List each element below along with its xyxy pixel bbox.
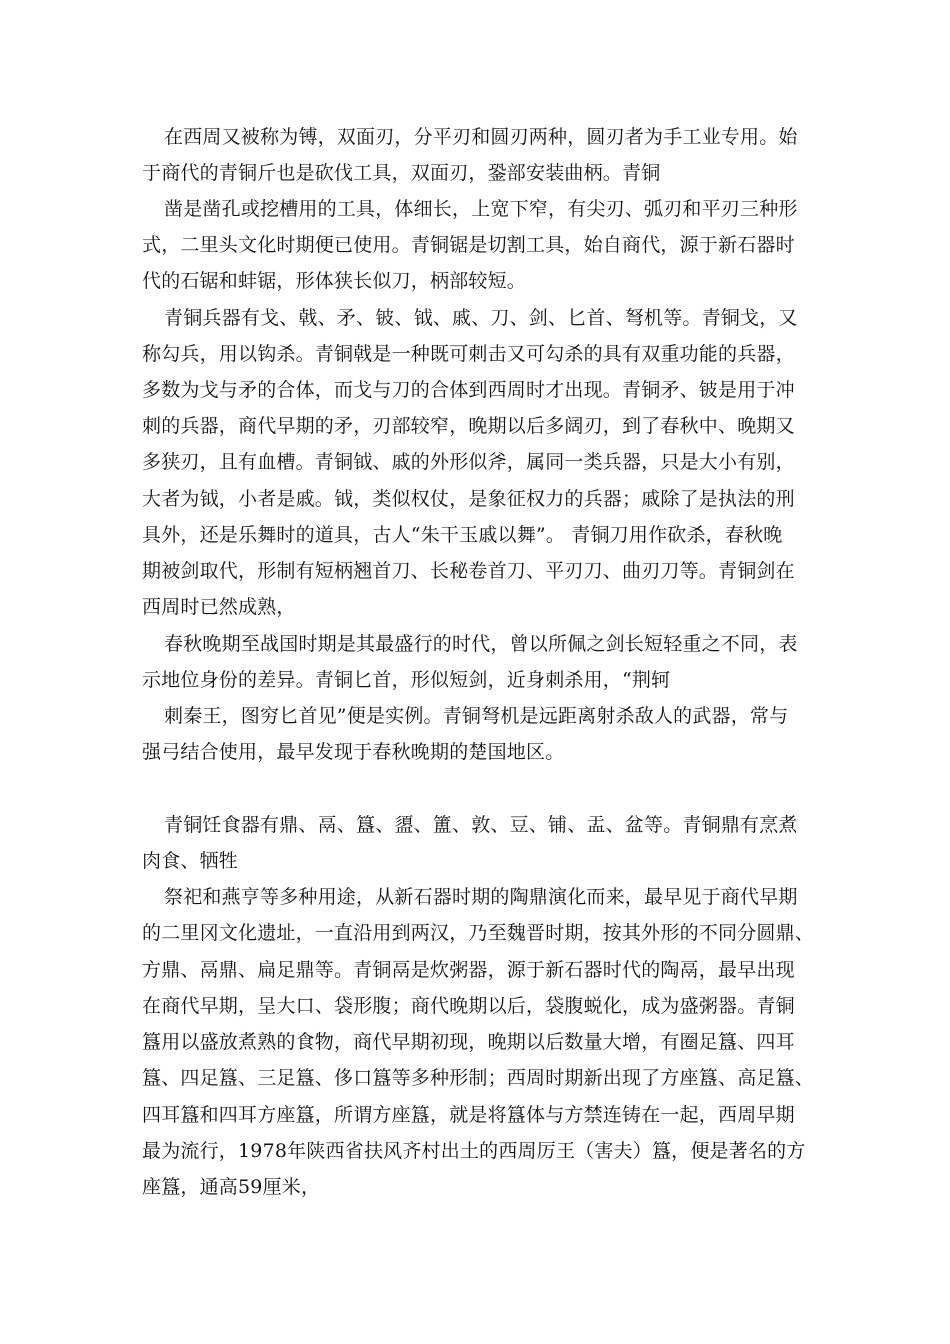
text-line-25: 簋用以盛放煮熟的食物，商代早期初现，晚期以后数量大增，有圈足簋、四耳 — [142, 1031, 795, 1053]
text-line-29: 座簋，通高59厘米， — [142, 1176, 321, 1198]
text-line-1: 在西周又被称为镈，双面刃，分平刃和圆刃两种，圆刃者为手工业专用。始 — [164, 126, 798, 148]
text-line-19: 青铜饪食器有鼎、鬲、簋、盨、簠、敦、豆、铺、盂、盆等。青铜鼎有烹煮 — [164, 814, 798, 836]
text-line-3: 凿是凿孔或挖槽用的工具，体细长，上宽下窄，有尖刃、弧刃和平刃三种形 — [164, 198, 798, 220]
text-line-11: 大者为钺，小者是戚。钺，类似权仗，是象征权力的兵器；戚除了是执法的刑 — [142, 488, 795, 510]
text-line-5: 代的石锯和蚌锯，形体狭长似刀，柄部较短。 — [142, 270, 527, 292]
text-line-16: 示地位身份的差异。青铜匕首，形似短剑，近身刺杀用，“荆轲 — [142, 669, 671, 691]
text-line-14: 西周时已然成熟， — [142, 596, 296, 618]
text-line-27: 四耳簋和四耳方座簋，所谓方座簋，就是将簋体与方禁连铸在一起，西周早期 — [142, 1104, 795, 1126]
text-line-13: 期被剑取代，形制有短柄翘首刀、长秘卷首刀、平刃刀、曲刃刀等。青铜剑在 — [142, 560, 795, 582]
text-line-22: 的二里冈文化遗址，一直沿用到两汉，乃至魏晋时期，按其外形的不同分圆鼎、 — [142, 922, 815, 944]
text-line-7: 称勾兵，用以钩杀。青铜戟是一种既可刺击又可勾杀的具有双重功能的兵器， — [142, 343, 795, 365]
text-line-24: 在商代早期，呈大口、袋形腹；商代晚期以后，袋腹蜕化，成为盛粥器。青铜 — [142, 995, 795, 1017]
text-line-23: 方鼎、鬲鼎、扁足鼎等。青铜鬲是炊粥器，源于新石器时代的陶鬲，最早出现 — [142, 959, 795, 981]
text-line-20: 肉食、牺牲 — [142, 850, 239, 872]
text-line-9: 刺的兵器，商代早期的矛，刃部较窄，晚期以后多阔刃，到了春秋中、晚期又 — [142, 415, 795, 437]
text-line-18: 强弓结合使用，最早发现于春秋晚期的楚国地区。 — [142, 741, 565, 763]
text-line-21: 祭祀和燕亨等多种用途，从新石器时期的陶鼎演化而来，最早见于商代早期 — [164, 886, 798, 908]
text-line-2: 于商代的青铜斤也是砍伐工具，双面刃，銎部安装曲柄。青铜 — [142, 162, 661, 184]
text-line-26: 簋、四足簋、三足簋、侈口簋等多种形制；西周时期新出现了方座簋、高足簋、 — [142, 1067, 815, 1089]
text-line-4: 式，二里头文化时期便已使用。青铜锯是切割工具，始自商代，源于新石器时 — [142, 234, 795, 256]
text-line-15: 春秋晚期至战国时期是其最盛行的时代，曾以所佩之剑长短轻重之不同，表 — [164, 633, 798, 655]
text-line-8: 多数为戈与矛的合体，而戈与刀的合体到西周时才出现。青铜矛、铍是用于冲 — [142, 379, 795, 401]
text-line-10: 多狭刃，且有血槽。青铜钺、戚的外形似斧，属同一类兵器，只是大小有别， — [142, 451, 795, 473]
text-line-12: 具外，还是乐舞时的道具，古人“朱干玉戚以舞”。 青铜刀用作砍杀，春秋晚 — [142, 524, 783, 546]
text-line-17: 刺秦王，图穷匕首见”便是实例。青铜弩机是远距离射杀敌人的武器，常与 — [164, 705, 789, 727]
text-line-28: 最为流行，1978年陕西省扶风齐村出土的西周厉王（害夫）簋，便是著名的方 — [142, 1140, 806, 1162]
text-line-6: 青铜兵器有戈、戟、矛、铍、钺、戚、刀、剑、匕首、弩机等。青铜戈，又 — [164, 307, 798, 329]
